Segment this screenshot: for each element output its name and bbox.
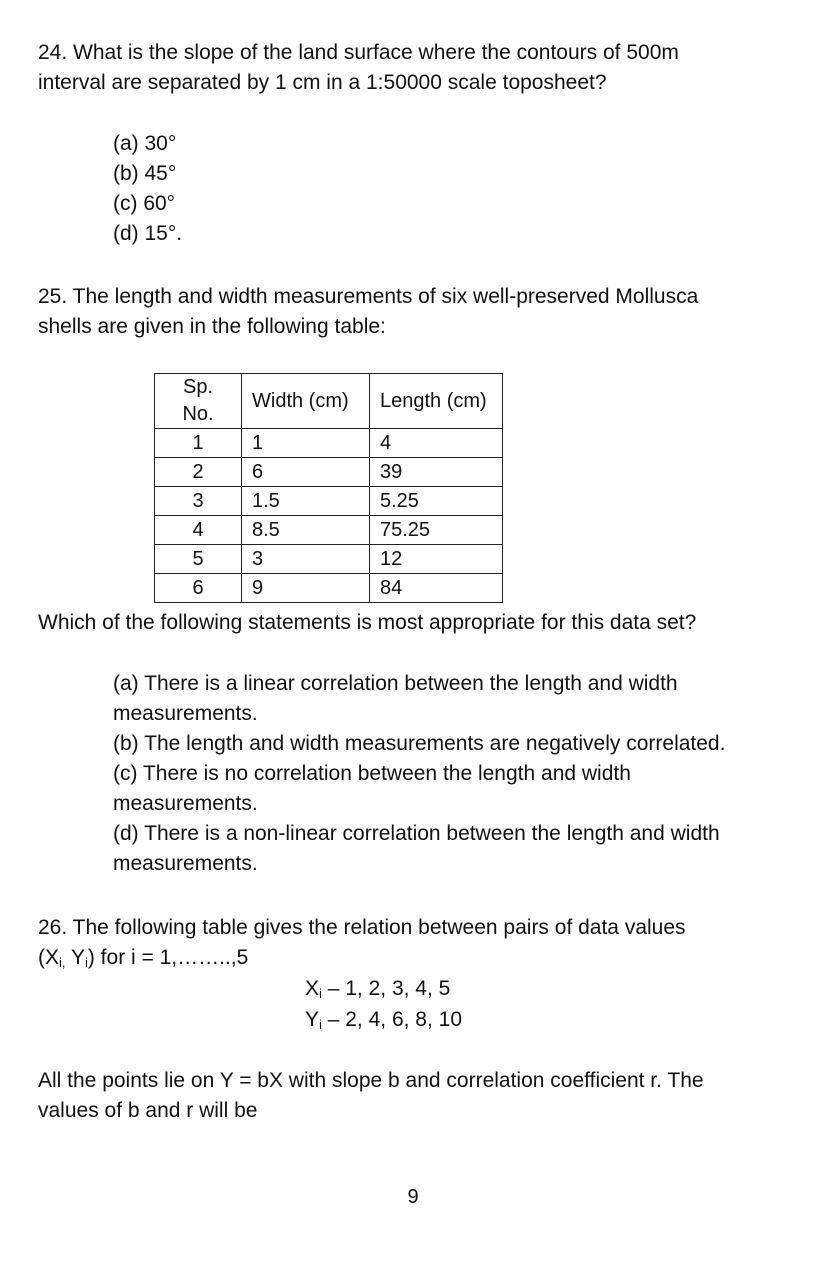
cell-sp-no: 1 — [155, 429, 242, 458]
option-a-line-1: (a) There is a linear correlation between the length and width — [113, 672, 678, 695]
question-25-text — [38, 282, 798, 342]
table-row — [155, 574, 503, 603]
question-24-text — [38, 38, 798, 98]
x-subscript: i — [319, 986, 322, 1001]
cell-length: 5.25 — [370, 487, 503, 516]
question-24-options — [113, 129, 803, 249]
cell-width: 3 — [242, 545, 370, 574]
option-d-line-2: measurements. — [113, 852, 258, 875]
x-label: X — [305, 977, 320, 1000]
question-24-line-1: 24. What is the slope of the land surface where the contours of 500m — [38, 41, 679, 64]
q26-sub-i: i, — [59, 955, 66, 970]
y-label: Y — [305, 1008, 320, 1031]
question-26-tail — [38, 1066, 798, 1126]
table-row — [155, 545, 503, 574]
cell-width: 9 — [242, 574, 370, 603]
cell-sp-no: 5 — [155, 545, 242, 574]
header-length: Length (cm) — [370, 374, 503, 429]
cell-sp-no: 2 — [155, 458, 242, 487]
cell-width: 1 — [242, 429, 370, 458]
option-a-line-2: measurements. — [113, 702, 258, 725]
question-25-option-a — [113, 669, 803, 729]
question-26-tail-line-1: All the points lie on Y = bX with slope b and correlation coefficient r. The — [38, 1069, 704, 1092]
question-26-line-1: 26. The following table gives the relation between pairs of data values — [38, 916, 686, 939]
q26-paren-x: (X — [38, 946, 59, 969]
q26-range: ) for i = 1,……..,5 — [87, 946, 249, 969]
y-values: – 2, 4, 6, 8, 10 — [321, 1008, 463, 1031]
header-sp-no: Sp. No. — [155, 374, 242, 429]
table-row — [155, 429, 503, 458]
cell-length: 75.25 — [370, 516, 503, 545]
cell-width: 8.5 — [242, 516, 370, 545]
table-row — [155, 516, 503, 545]
y-values-row — [305, 1005, 462, 1040]
cell-sp-no: 3 — [155, 487, 242, 516]
x-values: – 1, 2, 3, 4, 5 — [321, 977, 451, 1000]
question-25-options — [113, 669, 803, 879]
question-25-option-d — [113, 819, 803, 879]
header-width: Width (cm) — [242, 374, 370, 429]
table-header-row — [155, 374, 503, 429]
question-26-tail-line-2: values of b and r will be — [38, 1099, 258, 1122]
q26-sub-i-2: i — [84, 955, 88, 970]
cell-sp-no: 4 — [155, 516, 242, 545]
option-c-line-1: (c) There is no correlation between the length and width — [113, 762, 631, 785]
y-subscript: i — [319, 1017, 322, 1032]
x-values-row — [305, 974, 450, 1009]
question-24-option-d: (d) 15°. — [113, 222, 183, 245]
table-row — [155, 458, 503, 487]
option-d-line-1: (d) There is a non-linear correlation between the length and width — [113, 822, 720, 845]
q26-y: Y — [65, 946, 85, 969]
page-number: 9 — [407, 1186, 419, 1208]
question-24-option-c: (c) 60° — [113, 192, 176, 215]
question-25-option-b — [113, 729, 803, 759]
question-26-line-2 — [38, 943, 798, 978]
cell-length: 4 — [370, 429, 503, 458]
cell-width: 1.5 — [242, 487, 370, 516]
cell-sp-no: 6 — [155, 574, 242, 603]
question-24-option-b: (b) 45° — [113, 162, 177, 185]
cell-width: 6 — [242, 458, 370, 487]
question-25-line-1: 25. The length and width measurements of six well-preserved Mollusca — [38, 285, 699, 308]
mollusca-shell-table — [154, 373, 503, 603]
question-24-option-a: (a) 30° — [113, 132, 177, 155]
question-25-option-c — [113, 759, 803, 819]
question-24-line-2: interval are separated by 1 cm in a 1:50000 scale toposheet? — [38, 71, 607, 94]
question-25-line-2: shells are given in the following table: — [38, 315, 386, 338]
cell-length: 84 — [370, 574, 503, 603]
cell-length: 12 — [370, 545, 503, 574]
table-row — [155, 487, 503, 516]
cell-length: 39 — [370, 458, 503, 487]
question-26-text — [38, 913, 798, 978]
option-b-line-1: (b) The length and width measurements are negatively correlated. — [113, 732, 726, 755]
option-c-line-2: measurements. — [113, 792, 258, 815]
question-25-prompt: Which of the following statements is most appropriate for this data set? — [38, 611, 697, 634]
